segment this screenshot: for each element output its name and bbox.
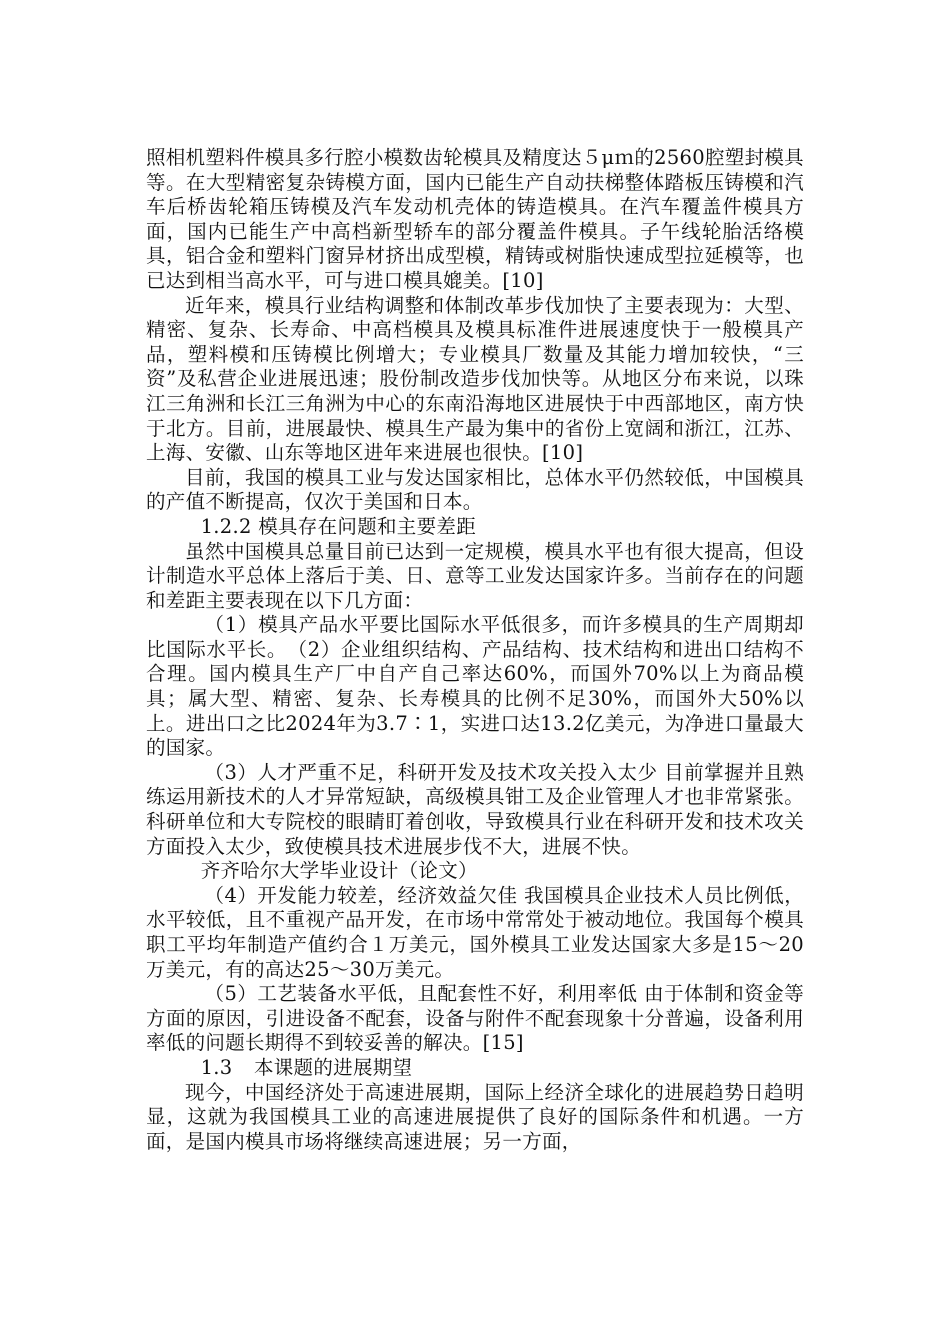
running-header-university: 齐齐哈尔大学毕业设计（论文） bbox=[200, 859, 478, 883]
paragraph-problem-3: （3）人才严重不足，科研开发及技术攻关投入太少 目前掌握并且熟练运用新技术的人才异常短缺，高级模具钳工及企业管理人才也非常紧张。科研单位和大专院校的眼睛盯着创收，导致模具行业在科研开发和技术攻关方面投入太少，致使模具技术进展步伐不大，进展不快。 bbox=[146, 760, 804, 858]
paragraph-mold-achievements: 照相机塑料件模具多行腔小模数齿轮模具及精度达５μｍ的2560腔塑封模具等。在大型精密复杂铸模方面，国内已能生产自动扶梯整体踏板压铸模和汽车后桥齿轮箱压铸模及汽车发动机壳体的铸造模具。在汽车覆盖件模具方面，国内已能生产中高档新型轿车的部分覆盖件模具。子午线轮胎活络模具，铝合金和塑料门窗异材挤出成型模，精铸或树脂快速成型拉延模等，也已达到相当高水平，可与进口模具媲美。[10] bbox=[146, 146, 804, 292]
paragraph-problems-intro: 虽然中国模具总量目前已达到一定规模，模具水平也有很大提高，但设计制造水平总体上落后于美、日、意等工业发达国家许多。当前存在的问题和差距主要表现在以下几方面： bbox=[146, 539, 804, 612]
paragraph-overall-level: 目前，我国的模具工业与发达国家相比，总体水平仍然较低，中国模具的产值不断提高，仅次于美国和日本。 bbox=[146, 465, 804, 514]
section-title: 本课题的进展期望 bbox=[253, 1055, 413, 1079]
paragraph-problem-4: （4）开发能力较差，经济效益欠佳 我国模具企业技术人员比例低，水平较低，且不重视产品开发，在市场中常常处于被动地位。我国每个模具职工平均年制造产值约合１万美元，国外模具工业发达国家大多是15～20万美元，有的高达25～30万美元。 bbox=[146, 883, 804, 981]
section-number: 1.3 bbox=[200, 1055, 233, 1079]
paragraph-industry-restructuring: 近年来，模具行业结构调整和体制改革步伐加快了主要表现为：大型、精密、复杂、长寿命、中高档模具及模具标准件进展速度快于一般模具产品，塑料模和压铸模比例增大；专业模具厂数量及其能力增加较快，“三资”及私营企业进展迅速；股份制改造步伐加快等。从地区分布来说，以珠江三角洲和长江三角洲为中心的东南沿海地区进展快于中西部地区，南方快于北方。目前，进展最快、模具生产最为集中的省份上宽阔和浙江，江苏、上海、安徽、山东等地区进年来进展也很快。[10] bbox=[146, 293, 804, 465]
section-heading-1-2-2: 1.2.2 模具存在问题和主要差距 bbox=[200, 514, 477, 538]
paragraph-problem-5: （5）工艺装备水平低，且配套性不好，利用率低 由于体制和资金等方面的原因，引进设备不配套，设备与附件不配套现象十分普遍，设备利用率低的问题长期得不到较妥善的解决。[15] bbox=[146, 982, 804, 1055]
paragraph-problem-1-2: （1）模具产品水平要比国际水平低很多，而许多模具的生产周期却比国际水平长。 （2）企业组织结构、产品结构、技术结构和进出口结构不合理。国内模具生产厂中自产自己率达60%，而国外70%以上为商品模具；属大型、精密、复杂、长寿模具的比例不足30%，而国外大50%以上。进出口之比2024年为3.7∶1，实进口达13.2亿美元，为净进口量最大的国家。 bbox=[146, 613, 804, 760]
section-heading-1-3 bbox=[146, 1056, 804, 1081]
document-body bbox=[146, 146, 804, 1154]
paragraph-development-outlook: 现今，中国经济处于高速进展期，国际上经济全球化的进展趋势日趋明显，这就为我国模具工业的高速进展提供了良好的国际条件和机遇。一方面，是国内模具市场将继续高速进展；另一方面， bbox=[146, 1080, 804, 1153]
